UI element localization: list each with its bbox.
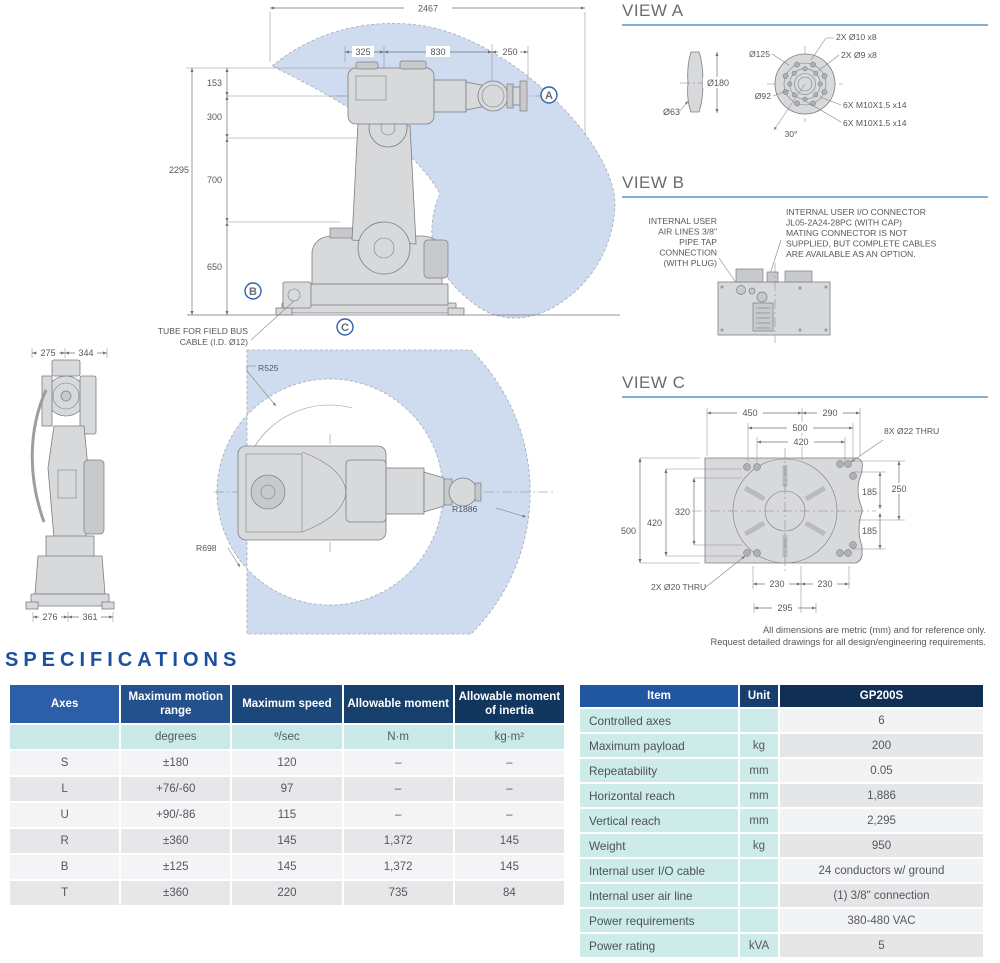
dim-276: 276 bbox=[42, 612, 58, 622]
cell-axis: R bbox=[10, 829, 119, 853]
cell-speed: 145 bbox=[232, 829, 341, 853]
cell-speed: 120 bbox=[232, 751, 341, 775]
spec-unit: mm bbox=[740, 809, 778, 832]
callout-a-label: A bbox=[545, 90, 553, 102]
spec-item: Power requirements bbox=[580, 909, 738, 932]
spec-row-vertical-reach bbox=[580, 809, 983, 832]
cell-range: ±125 bbox=[121, 855, 230, 879]
unit-cell-inertia: kg·m² bbox=[455, 725, 564, 749]
spec-row-power-requirements bbox=[580, 909, 983, 932]
spec-item: Internal user air line bbox=[580, 884, 738, 907]
dim-bolt-circle-dia: Ø125 bbox=[748, 49, 770, 59]
dim-total-width: 2467 bbox=[417, 3, 439, 14]
dim-185-upper: 185 bbox=[861, 487, 877, 497]
view-a-title: VIEW A bbox=[622, 1, 684, 20]
dim-650: 650 bbox=[206, 262, 222, 272]
cell-axis: S bbox=[10, 751, 119, 775]
dim-230-right: 230 bbox=[817, 579, 833, 589]
cell-axis: B bbox=[10, 855, 119, 879]
spec-row-controlled-axes bbox=[580, 709, 983, 732]
unit-cell-moment: N·m bbox=[344, 725, 453, 749]
cell-axis: L bbox=[10, 777, 119, 801]
callout-b-label: B bbox=[249, 286, 257, 298]
spec-value: 200 bbox=[780, 734, 983, 757]
view-b-title: VIEW B bbox=[622, 173, 685, 192]
note-tap-2: 6X M10X1.5 x14 bbox=[843, 118, 907, 128]
cell-speed: 145 bbox=[232, 855, 341, 879]
col-header-unit: Unit bbox=[740, 685, 778, 707]
cell-inertia: 145 bbox=[455, 855, 564, 879]
note-tap-1: 6X M10X1.5 x14 bbox=[843, 100, 907, 110]
io-note-line5: ARE AVAILABLE AS AN OPTION. bbox=[786, 249, 916, 259]
spec-value: 950 bbox=[780, 834, 983, 857]
dim-275: 275 bbox=[40, 348, 56, 358]
axis-row-s bbox=[10, 751, 564, 775]
io-note-line1: INTERNAL USER I/O CONNECTOR bbox=[786, 207, 926, 217]
dim-450: 450 bbox=[742, 408, 758, 418]
axis-row-r bbox=[10, 829, 564, 853]
spec-value: 24 conductors w/ ground bbox=[780, 859, 983, 882]
radius-r698-label: R698 bbox=[196, 543, 217, 553]
view-a-section bbox=[622, 1, 988, 139]
radius-r1886-label: R1886 bbox=[452, 504, 478, 514]
dim-flange-dia: Ø180 bbox=[706, 78, 730, 88]
view-b-section bbox=[622, 173, 988, 343]
spec-value: 380-480 VAC bbox=[780, 909, 983, 932]
dim-bore-dia: Ø63 bbox=[663, 107, 681, 117]
spec-item: Vertical reach bbox=[580, 809, 738, 832]
dim-344: 344 bbox=[78, 348, 94, 358]
col-header-moment-inertia: Allowable moment of inertia bbox=[455, 685, 564, 723]
spec-item: Repeatability bbox=[580, 759, 738, 782]
footnote bbox=[711, 625, 986, 647]
io-note-line4: SUPPLIED, BUT COMPLETE CABLES bbox=[786, 238, 937, 249]
spec-value: 6 bbox=[780, 709, 983, 732]
spec-row-horizontal-reach bbox=[580, 784, 983, 807]
col-header-max-speed: Maximum speed bbox=[232, 685, 341, 723]
tube-note-line1: TUBE FOR FIELD BUS bbox=[157, 326, 248, 336]
note-holes-1: 2X Ø10 x8 bbox=[836, 32, 877, 42]
axis-row-l bbox=[10, 777, 564, 801]
spec-unit: mm bbox=[740, 759, 778, 782]
axes-header-row bbox=[10, 685, 564, 723]
cell-inertia: 145 bbox=[455, 829, 564, 853]
note-2x-holes: 2X Ø20 THRU bbox=[651, 582, 707, 592]
dim-250-right: 250 bbox=[891, 484, 907, 494]
dim-420-left: 420 bbox=[646, 518, 662, 528]
io-note-line2: JL05-2A24-28PC (WITH CAP) bbox=[786, 217, 903, 228]
spec-row-repeatability bbox=[580, 759, 983, 782]
col-header-item: Item bbox=[580, 685, 738, 707]
model-spec-table bbox=[578, 683, 985, 959]
cell-range: ±360 bbox=[121, 881, 230, 905]
dim-185-lower: 185 bbox=[861, 526, 877, 536]
tube-note-line2: CABLE (I.D. Ø12) bbox=[179, 337, 248, 347]
note-holes-2: 2X Ø9 x8 bbox=[841, 50, 877, 60]
spec-unit bbox=[740, 909, 778, 932]
dim-500-left: 500 bbox=[620, 526, 636, 536]
air-note-line3: PIPE TAP bbox=[679, 237, 717, 247]
view-c-section bbox=[621, 373, 988, 613]
spec-unit bbox=[740, 884, 778, 907]
spec-value: 0.05 bbox=[780, 759, 983, 782]
dim-700: 700 bbox=[206, 175, 222, 185]
spec-row-io-cable bbox=[580, 859, 983, 882]
unit-cell-degrees: degrees bbox=[121, 725, 230, 749]
axis-row-u bbox=[10, 803, 564, 827]
view-c-title: VIEW C bbox=[622, 373, 686, 392]
spec-item: Horizontal reach bbox=[580, 784, 738, 807]
dim-300: 300 bbox=[206, 112, 222, 122]
cell-speed: 220 bbox=[232, 881, 341, 905]
spec-row-air-line bbox=[580, 884, 983, 907]
col-header-motion-range: Maximum motion range bbox=[121, 685, 230, 723]
cell-speed: 97 bbox=[232, 777, 341, 801]
spec-unit: kVA bbox=[740, 934, 778, 957]
spec-row-weight bbox=[580, 834, 983, 857]
callout-c-label: C bbox=[341, 322, 349, 334]
cell-moment: – bbox=[344, 777, 453, 801]
cell-inertia: – bbox=[455, 751, 564, 775]
spec-row-power-rating bbox=[580, 934, 983, 957]
dim-325: 325 bbox=[355, 47, 371, 57]
dim-153: 153 bbox=[206, 78, 222, 88]
robot-front-view bbox=[26, 347, 114, 622]
spec-value: 2,295 bbox=[780, 809, 983, 832]
spec-unit bbox=[740, 709, 778, 732]
dim-500-top: 500 bbox=[792, 423, 808, 433]
unit-cell-blank bbox=[10, 725, 119, 749]
cell-inertia: 84 bbox=[455, 881, 564, 905]
spec-row-max-payload bbox=[580, 734, 983, 757]
dim-320-left: 320 bbox=[674, 507, 690, 517]
axis-row-t bbox=[10, 881, 564, 905]
model-header-row bbox=[580, 685, 983, 707]
spec-unit bbox=[740, 859, 778, 882]
radius-r525-label: R525 bbox=[258, 363, 279, 373]
spec-item: Controlled axes bbox=[580, 709, 738, 732]
dim-830: 830 bbox=[430, 47, 446, 57]
air-note-line2: AIR LINES 3/8" bbox=[658, 226, 717, 237]
spec-value: 1,886 bbox=[780, 784, 983, 807]
unit-cell-speed: º/sec bbox=[232, 725, 341, 749]
spec-item: Weight bbox=[580, 834, 738, 857]
cell-moment: – bbox=[344, 751, 453, 775]
spec-unit: kg bbox=[740, 734, 778, 757]
specifications-heading: SPECIFICATIONS bbox=[5, 649, 242, 671]
cell-moment: 735 bbox=[344, 881, 453, 905]
cell-range: ±360 bbox=[121, 829, 230, 853]
dim-inner-circle-dia: Ø92 bbox=[754, 91, 771, 101]
spec-value: 5 bbox=[780, 934, 983, 957]
spec-item: Maximum payload bbox=[580, 734, 738, 757]
dim-295: 295 bbox=[777, 603, 793, 613]
cell-inertia: – bbox=[455, 777, 564, 801]
footnote-line2: Request detailed drawings for all design/engineering requirements. bbox=[710, 637, 986, 647]
cell-axis: U bbox=[10, 803, 119, 827]
col-header-axes: Axes bbox=[10, 685, 119, 723]
cell-inertia: – bbox=[455, 803, 564, 827]
dim-420-top: 420 bbox=[793, 437, 809, 447]
cell-range: +76/-60 bbox=[121, 777, 230, 801]
angle-30-label: 30° bbox=[784, 129, 798, 139]
dim-290: 290 bbox=[822, 408, 838, 418]
note-8x-holes: 8X Ø22 THRU bbox=[884, 426, 940, 436]
dim-361: 361 bbox=[82, 612, 98, 622]
spec-item: Internal user I/O cable bbox=[580, 859, 738, 882]
cell-moment: 1,372 bbox=[344, 829, 453, 853]
col-header-allowable-moment: Allowable moment bbox=[344, 685, 453, 723]
cell-range: +90/-86 bbox=[121, 803, 230, 827]
dim-height: 2295 bbox=[168, 165, 189, 175]
air-note-line1: INTERNAL USER bbox=[648, 216, 717, 226]
dim-230-left: 230 bbox=[769, 579, 785, 589]
air-note-line5: (WITH PLUG) bbox=[663, 258, 717, 268]
cell-range: ±180 bbox=[121, 751, 230, 775]
spec-unit: kg bbox=[740, 834, 778, 857]
axes-spec-table bbox=[8, 683, 566, 907]
cell-moment: – bbox=[344, 803, 453, 827]
cell-axis: T bbox=[10, 881, 119, 905]
axis-row-b bbox=[10, 855, 564, 879]
footnote-line1: All dimensions are metric (mm) and for reference only. bbox=[762, 625, 986, 635]
air-note-line4: CONNECTION bbox=[659, 247, 717, 258]
cell-speed: 115 bbox=[232, 803, 341, 827]
dim-250: 250 bbox=[502, 47, 518, 57]
spec-unit: mm bbox=[740, 784, 778, 807]
spec-value: (1) 3/8" connection bbox=[780, 884, 983, 907]
units-row bbox=[10, 725, 564, 749]
spec-item: Power rating bbox=[580, 934, 738, 957]
cell-moment: 1,372 bbox=[344, 855, 453, 879]
col-header-model-gp200s: GP200S bbox=[780, 685, 983, 707]
io-note-line3: MATING CONNECTOR IS NOT bbox=[786, 228, 908, 238]
